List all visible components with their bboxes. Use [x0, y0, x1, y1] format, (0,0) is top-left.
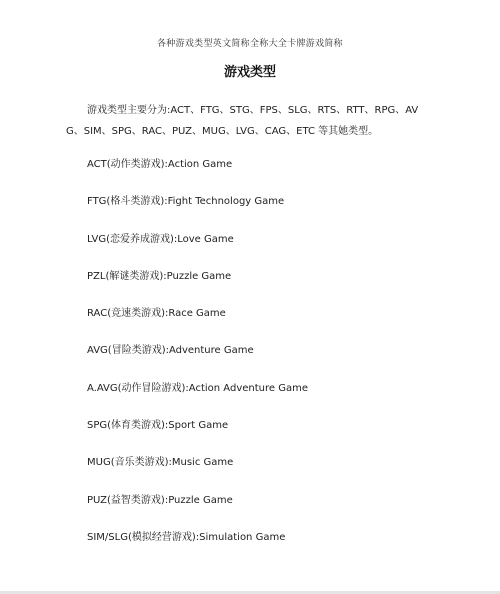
list-item: MUG(音乐类游戏):Music Game — [87, 457, 234, 469]
list-item: SPG(体育类游戏):Sport Game — [87, 420, 229, 432]
list-item: RAC(竞速类游戏):Race Game — [87, 308, 226, 320]
running-header: 各种游戏类型英文简称全称大全卡牌游戏简称 — [156, 39, 343, 49]
game-type-list — [87, 158, 308, 568]
list-item: SIM/SLG(模拟经营游戏):Simulation Game — [87, 531, 286, 543]
list-item: PZL(解谜类游戏):Puzzle Game — [87, 270, 232, 282]
page-title: 游戏类型 — [223, 65, 276, 80]
list-item: PUZ(益智类游戏):Puzzle Game — [87, 494, 233, 506]
intro-paragraph: 游戏类型主要分为:ACT、FTG、STG、FPS、SLG、RTS、RTT、RPG、AVG、SIM、SPG、RAC、PUZ、MUG、LVG、CAG、ETC 等其她类型。 — [66, 105, 419, 137]
list-item: A.AVG(动作冒险游戏):Action Adventure Game — [87, 382, 308, 394]
list-item: FTG(格斗类游戏):Fight Technology Game — [87, 196, 285, 208]
list-item: AVG(冒险类游戏):Adventure Game — [87, 345, 254, 357]
list-item: ACT(动作类游戏):Action Game — [87, 159, 233, 170]
list-item: LVG(恋爱养成游戏):Love Game — [87, 233, 234, 245]
